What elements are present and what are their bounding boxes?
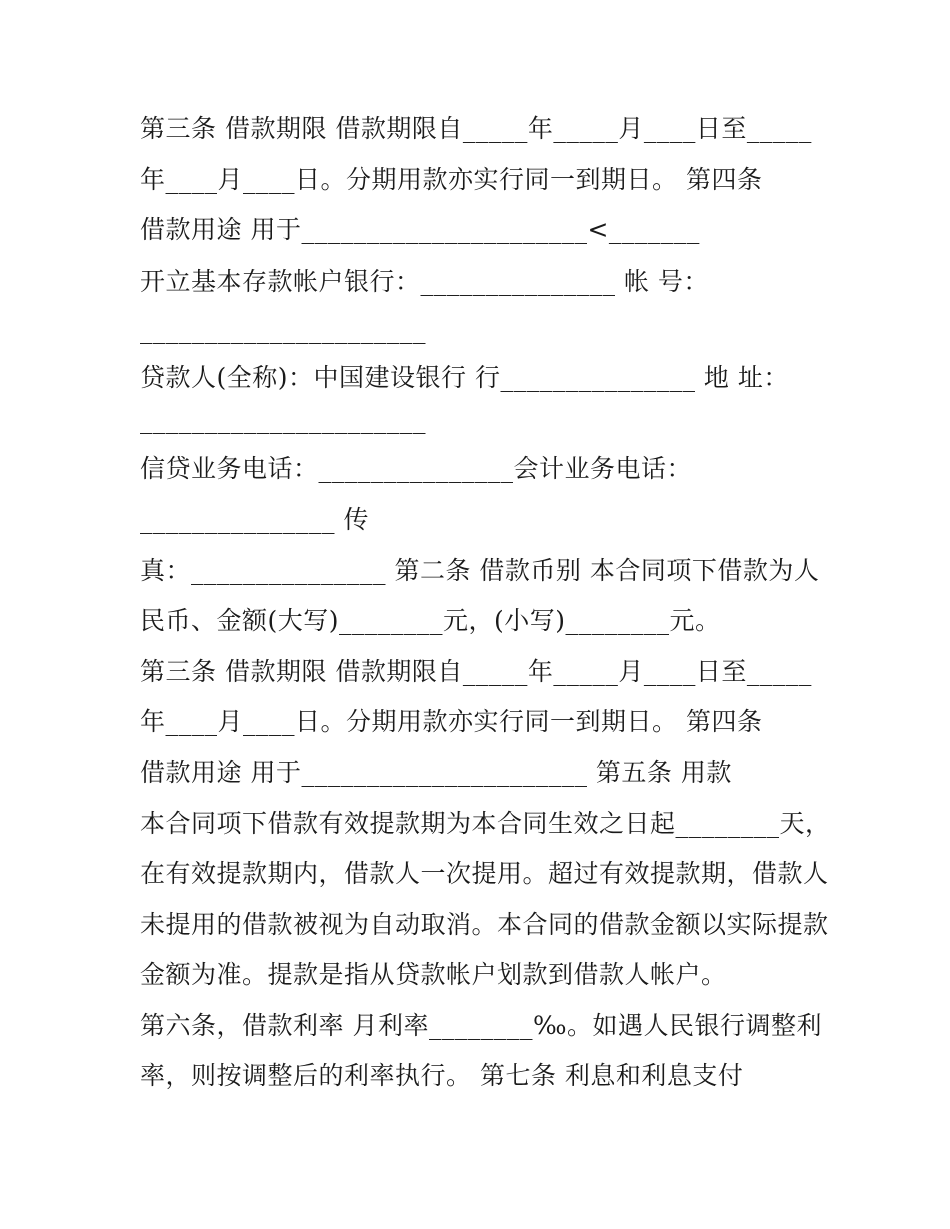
- text-line: 未提用的借款被视为自动取消。本合同的借款金额以实际提款: [140, 910, 829, 939]
- text-line: 开立基本存款帐户银行：_______________ 帐 号：: [140, 267, 709, 296]
- text-line: 第六条，借款利率 月利率________‰。如遇人民银行调整利: [140, 1011, 822, 1040]
- text-line: 借款用途 用于______________________ 第五条 用款: [140, 758, 732, 787]
- text-line: 年____月____日。分期用款亦实行同一到期日。 第四条: [140, 707, 763, 736]
- text-line: _______________ 传: [140, 505, 369, 534]
- text-line: 金额为准。提款是指从贷款帐户划款到借款人帐户。: [140, 960, 727, 989]
- text-line: 第三条 借款期限 借款期限自_____年_____月____日至_____: [140, 114, 812, 143]
- text-line: 贷款人(全称)：中国建设银行 行_______________ 地 址：: [140, 363, 789, 392]
- text-line: 借款用途 用于______________________<_______: [140, 215, 700, 244]
- text-line: 在有效提款期内，借款人一次提用。超过有效提款期，借款人: [140, 859, 829, 888]
- text-line: 民币、金额(大写)________元，(小写)________元。: [140, 606, 721, 635]
- text-line: 真：_______________ 第二条 借款币别 本合同项下借款为人: [140, 556, 820, 585]
- text-line: 率，则按调整后的利率执行。 第七条 利息和利息支付: [140, 1061, 744, 1090]
- text-line: 第三条 借款期限 借款期限自_____年_____月____日至_____: [140, 657, 812, 686]
- text-line: 信贷业务电话：_______________会计业务电话：: [140, 454, 693, 483]
- blank-line: ______________________: [140, 315, 426, 344]
- text-line: 本合同项下借款有效提款期为本合同生效之日起________天，: [140, 809, 831, 838]
- text-line: 年____月____日。分期用款亦实行同一到期日。 第四条: [140, 165, 763, 194]
- blank-line: ______________________: [140, 405, 426, 434]
